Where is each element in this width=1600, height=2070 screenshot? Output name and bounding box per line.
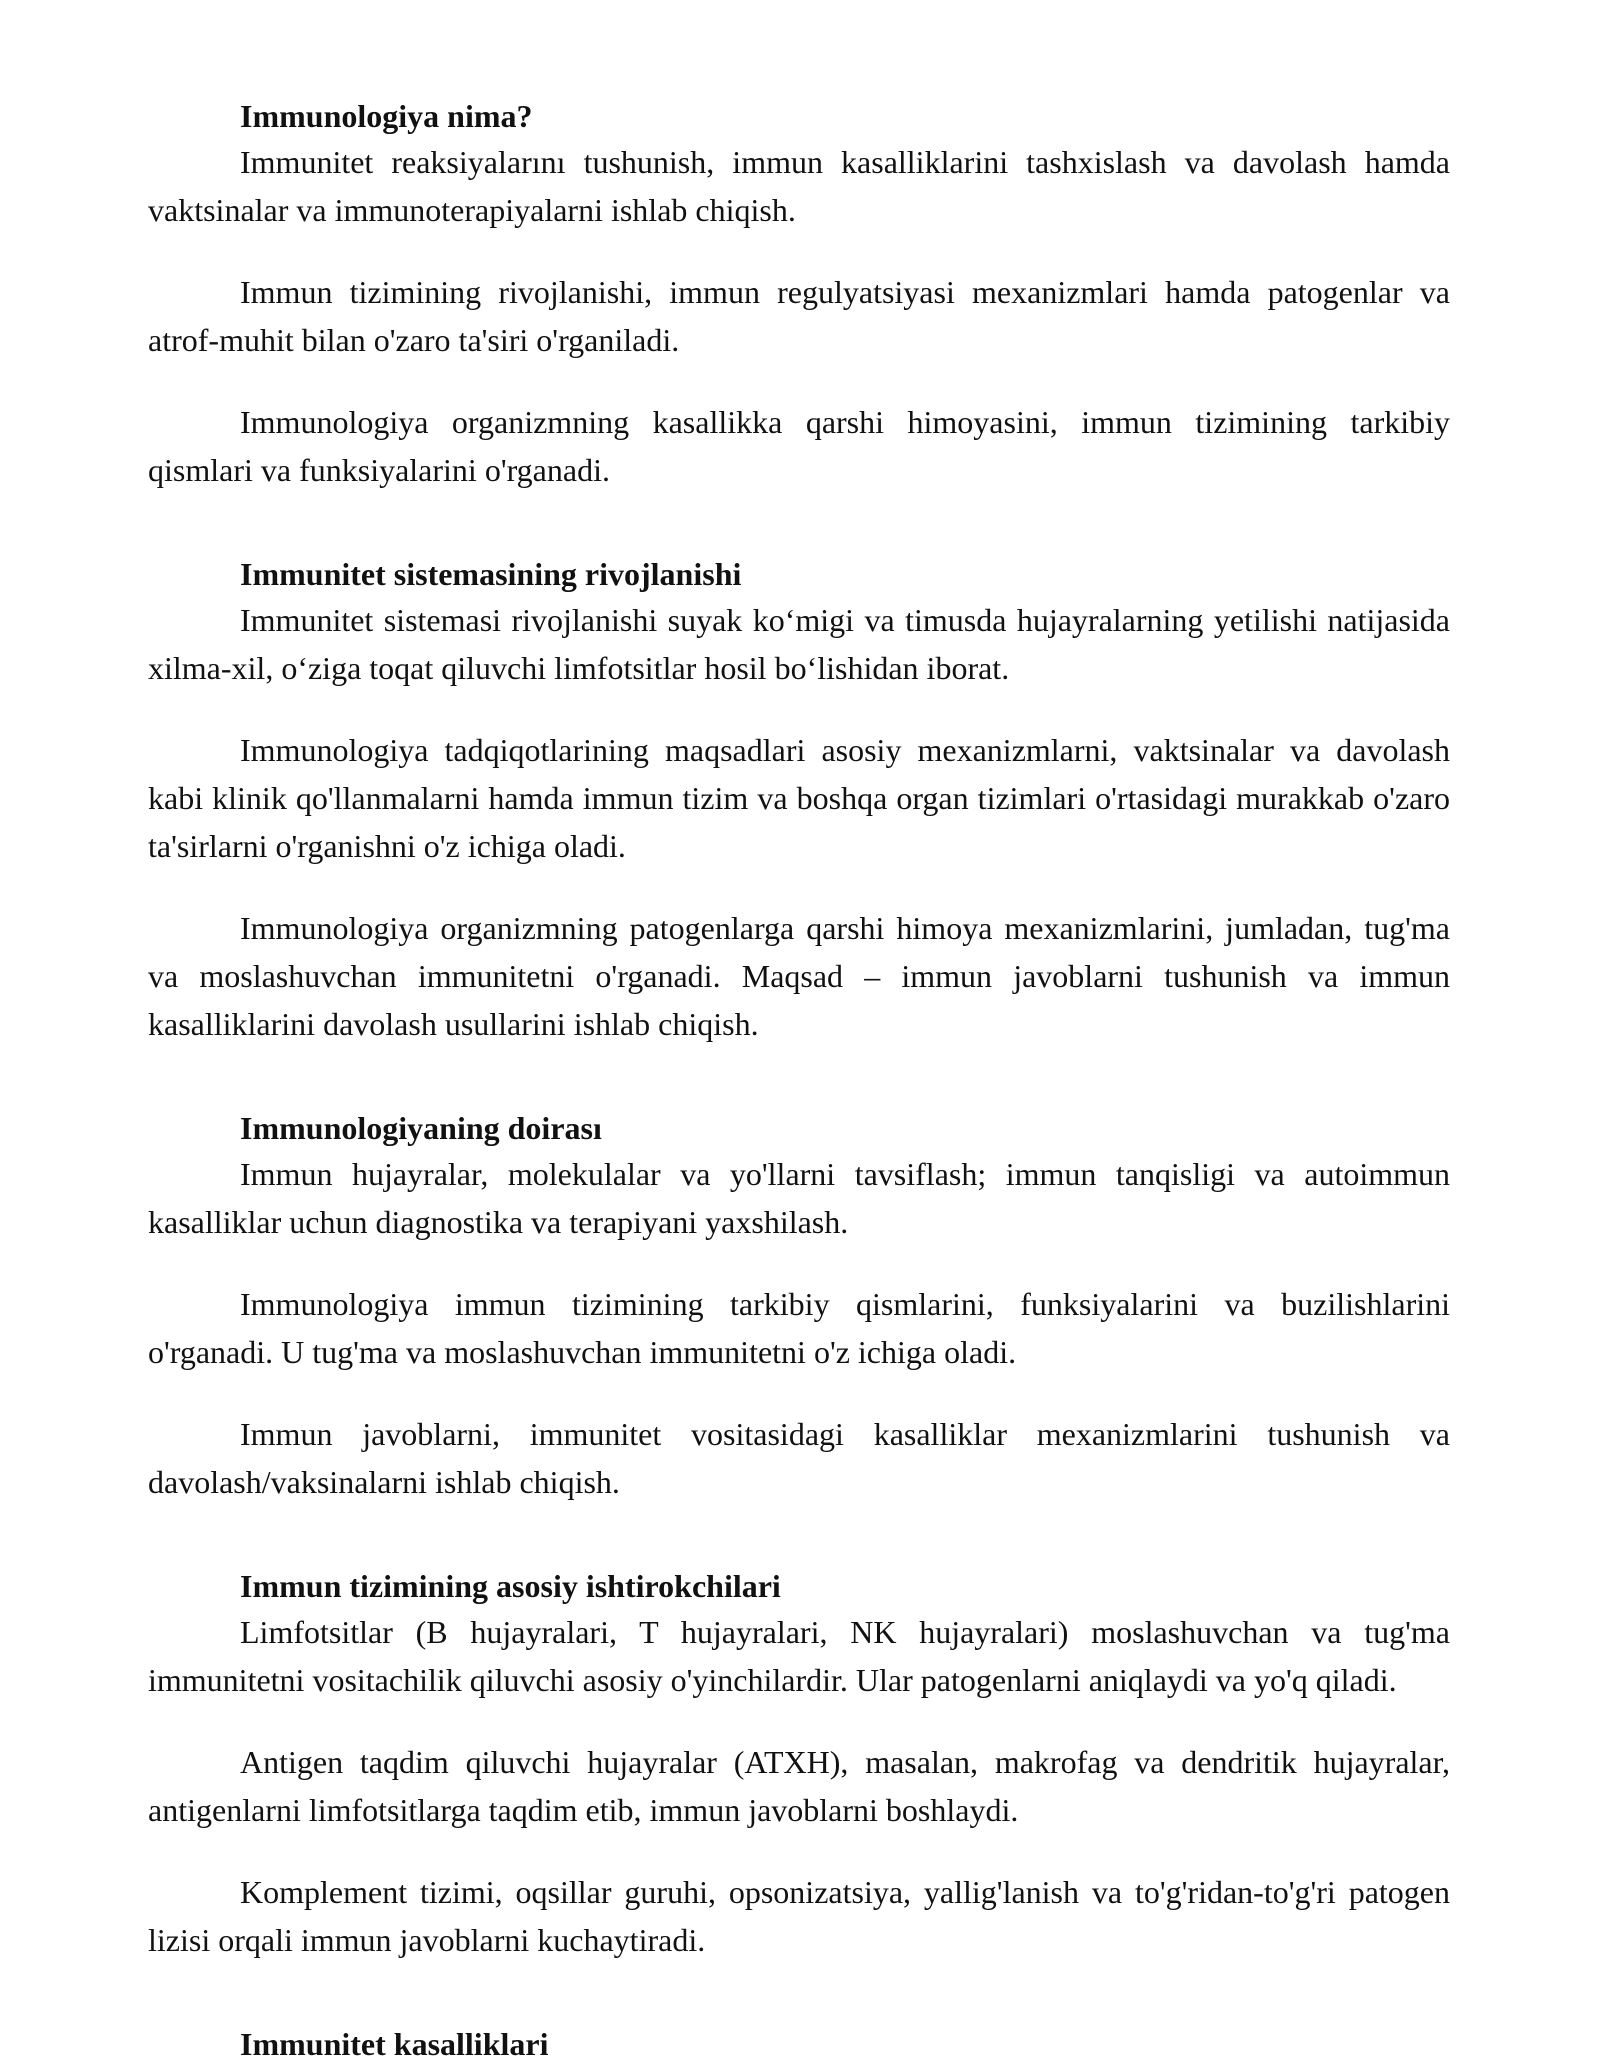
paragraph: Immun hujayralar, molekulalar va yo'llarni tavsiflash; immun tanqisligi va autoimmun kasalliklar uchun diagnostika va terapiyani yaxshilash. [148,1156,1450,1240]
paragraph: Immunitet sistemasi rivojlanishi suyak ko‘migi va timusda hujayralarning yetilishi natijasida xilma-xil, o‘ziga toqat qiluvchi limfotsitlar hosil bo‘lishidan iborat. [148,602,1450,686]
section-spacer [148,1540,1450,1564]
section-heading: Immunitet kasalliklari [240,2026,549,2062]
paragraph: Immunologiya organizmning kasallikka qarshi himoyasini, immun tizimining tarkibiy qismlari va funksiyalarini o'rganadi. [148,404,1450,488]
section-heading: Immunologiya nima? [240,98,533,134]
section-heading: Immun tizimining asosiy ishtirokchilari [240,1568,781,1604]
paragraph: Immunologiya tadqiqotlarining maqsadlari asosiy mexanizmlarni, vaktsinalar va davolash kabi klinik qo'llanmalarni hamda immun tizim va boshqa organ tizimlari o'rtasidagi murakkab o'zaro ta'sirlarni o'rganishni o'z ichiga oladi. [148,732,1450,864]
section-asosiy-ishtirokchilar [148,1564,1450,1964]
section-heading: Immunologiyaning doirası [240,1110,602,1146]
paragraph: Immun tizimining rivojlanishi, immun regulyatsiyasi mexanizmlari hamda patogenlar va atrof-muhit bilan o'zaro ta'siri o'rganiladi. [148,274,1450,358]
paragraph: Limfotsitlar (B hujayralari, T hujayralari, NK hujayralari) moslashuvchan va tug'ma immunitetni vositachilik qiluvchi asosiy o'yinchilardir. Ular patogenlarni aniqlaydi va yo'q qiladi. [148,1614,1450,1698]
document-page [148,94,1450,2066]
paragraph: Immunologiya immun tizimining tarkibiy qismlarini, funksiyalarini va buzilishlarini o'rganadi. U tug'ma va moslashuvchan immunitetni o'z ichiga oladi. [148,1286,1450,1370]
paragraph: Immun javoblarni, immunitet vositasidagi kasalliklar mexanizmlarini tushunish va davolash/vaksinalarni ishlab chiqish. [148,1416,1450,1500]
section-immunologiya-nima [148,94,1450,494]
section-spacer [148,1998,1450,2022]
section-heading: Immunitet sistemasining rivojlanishi [240,556,742,592]
section-spacer [148,1082,1450,1106]
paragraph: Komplement tizimi, oqsillar guruhi, opsonizatsiya, yallig'lanish va to'g'ridan-to'g'ri patogen lizisi orqali immun javoblarni kuchaytiradi. [148,1874,1450,1958]
section-immunitet-rivojlanishi [148,552,1450,1048]
paragraph: Antigen taqdim qiluvchi hujayralar (ATXH), masalan, makrofag va dendritik hujayralar, antigenlarni limfotsitlarga taqdim etib, immun javoblarni boshlaydi. [148,1744,1450,1828]
paragraph: Immunologiya organizmning patogenlarga qarshi himoya mexanizmlarini, jumladan, tug'ma va moslashuvchan immunitetni o'rganadi. Maqsad – immun javoblarni tushunish va immun kasalliklarini davolash usullarini ishlab chiqish. [148,910,1450,1042]
section-immunitet-kasalliklari [148,2022,1450,2066]
paragraph: Immunitet reaksiyalarını tushunish, immun kasalliklarini tashxislash va davolash hamda vaktsinalar va immunoterapiyalarni ishlab chiqish. [148,144,1450,228]
section-immunologiya-doirasi [148,1106,1450,1506]
section-spacer [148,528,1450,552]
